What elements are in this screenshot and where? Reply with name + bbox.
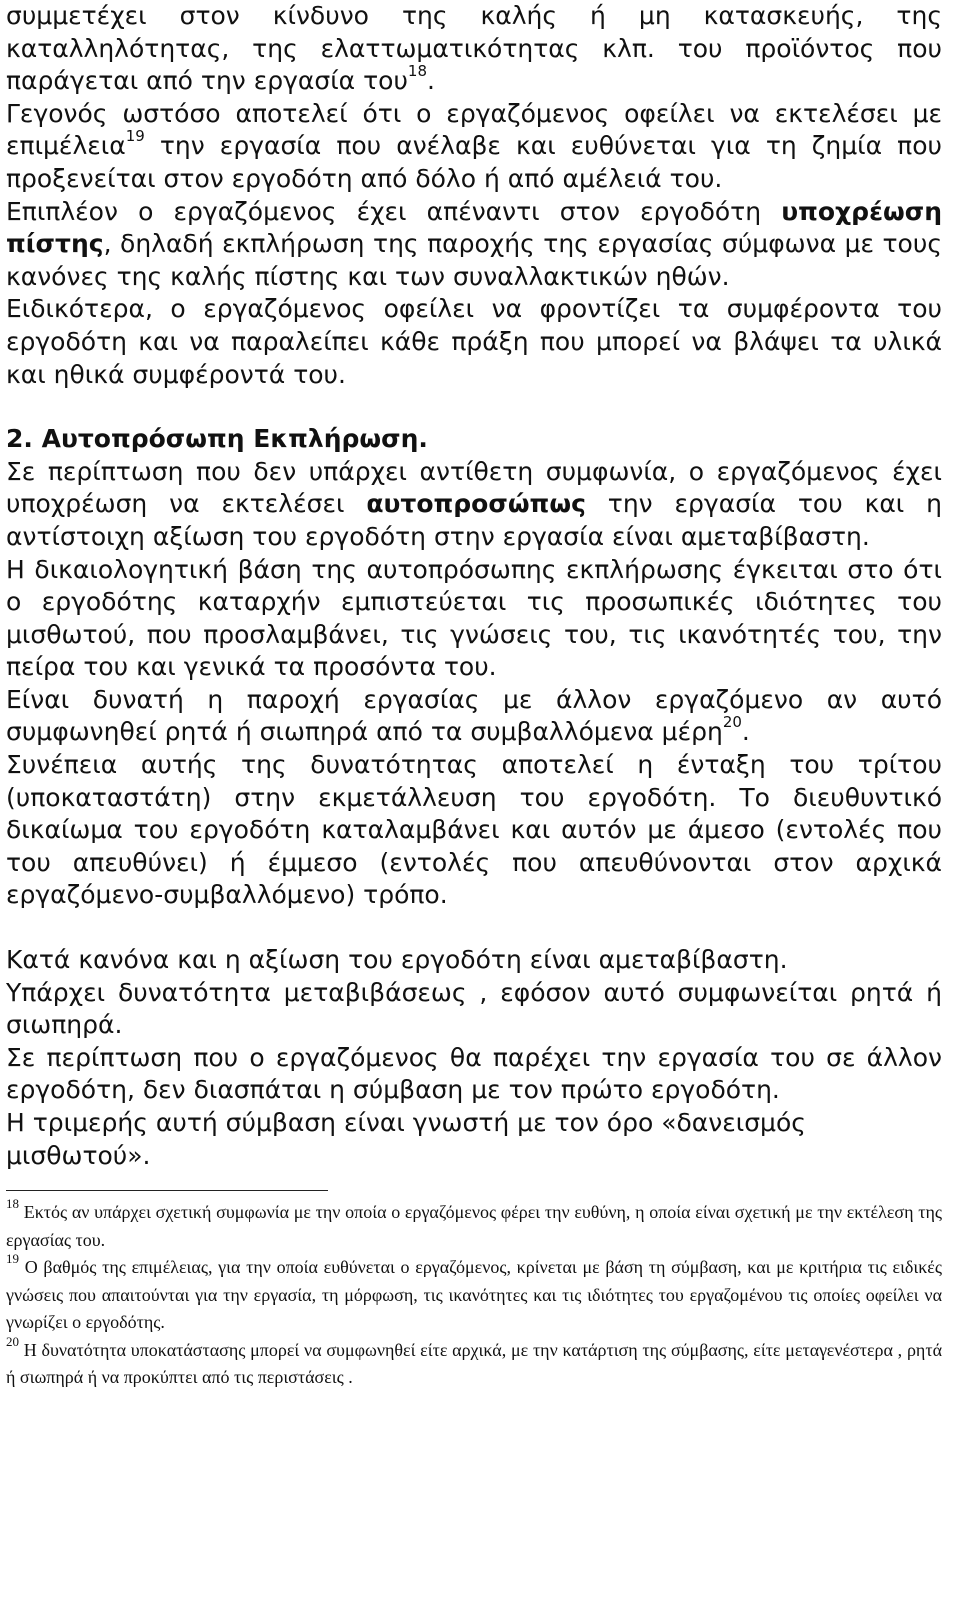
paragraph-text-end: .: [741, 717, 750, 747]
paragraph-diligence: [6, 98, 942, 196]
footnote-text: Ο βαθμός της επιμέλειας, για την οποία ευθύνεται ο εργαζόμενος, κρίνεται με βάση τη σύμβαση, και με κριτήρια τις ειδικές γνώσεις που απαιτούνται για την εργασία, τη μόρφωση, τις ικανότητες και τις ιδιότητες του εργαζομένου τις οποίες οφείλει να γνωρίζει ο εργοδότης.: [6, 1257, 942, 1333]
body-text: [6, 0, 942, 1172]
bold-term-good-faith: υποχρέωση πίστης: [6, 196, 942, 259]
paragraph-substitution: [6, 684, 942, 749]
bold-term-personally: αυτοπροσώπως: [366, 489, 586, 519]
spacer: [6, 912, 942, 944]
paragraph-text: Είναι δυνατή η παροχή εργασίας με άλλον εργαζόμενο αν αυτό συμφωνηθεί ρητά ή σιωπηρά από τα συμβαλλόμενα μέρη: [6, 684, 942, 747]
footnote-ref-20[interactable]: 20: [722, 713, 742, 732]
paragraph-justification: Η δικαιολογητική βάση της αυτοπρόσωπης εκπλήρωσης έγκειται στο ότι ο εργοδότης καταρχήν εμπιστεύεται τις προσωπικές ιδιότητες του μισθωτού, που προσλαμβάνει, τις γνώσεις του, τις ικανότητές του, την πείρα του και γενικά τα προσόντα του.: [6, 554, 942, 682]
paragraph-product-risk: [6, 0, 942, 98]
footnote-text: Η δυνατότητα υποκατάστασης μπορεί να συμφωνηθεί είτε αρχικά, με την κατάρτιση της σύμβασης, είτε μεταγενέστερα , ρητά ή σιωπηρά ή να προκύπτει από τις περιστάσεις .: [6, 1339, 942, 1388]
footnote-ref-19[interactable]: 19: [125, 127, 145, 146]
paragraph-text: Γεγονός ωστόσο αποτελεί ότι ο εργαζόμενος οφείλει να εκτελέσει με επιμέλεια: [6, 98, 942, 161]
footnote-number: 19: [6, 1251, 19, 1267]
paragraph-employer-interests: Ειδικότερα, ο εργαζόμενος οφείλει να φροντίζει τα συμφέροντα του εργοδότη και να παραλείπει κάθε πράξη που μπορεί να βλάψει τα υλικά και ηθικά συμφέροντά του.: [6, 294, 942, 389]
paragraph-text: Σε περίπτωση που δεν υπάρχει αντίθετη συμφωνία, ο εργαζόμενος έχει υποχρέωση να εκτελέσει: [6, 456, 942, 519]
footnote-number: 20: [6, 1333, 19, 1349]
paragraph-text: συμμετέχει στον κίνδυνο της καλής ή μη κατασκευής, της καταλληλότητας, της ελαττωματικότητας κλπ. του προϊόντος που παράγεται από την εργασία του: [6, 1, 942, 96]
footnote-18: [6, 1196, 942, 1254]
paragraph-good-faith: [6, 196, 942, 294]
footnote-19: [6, 1251, 942, 1337]
footnotes: [6, 1196, 942, 1392]
footnote-ref-18[interactable]: 18: [407, 61, 427, 80]
paragraph-text-end: .: [427, 66, 435, 96]
footnote-separator: [6, 1190, 328, 1191]
paragraph-text: Επιπλέον ο εργαζόμενος έχει απέναντι στον εργοδότη: [6, 196, 782, 226]
paragraph-transfer-possibility: Υπάρχει δυνατότητα μεταβιβάσεως , εφόσον αυτό συμφωνείται ρητά ή σιωπηρά.: [6, 977, 942, 1040]
footnote-20: [6, 1333, 942, 1392]
paragraph-text-end: την εργασία του και η αντίστοιχη αξίωση του εργοδότη στην εργασία είναι αμεταβίβαστη.: [6, 489, 942, 551]
footnote-number: 18: [6, 1196, 19, 1212]
paragraph-other-employer: Σε περίπτωση που ο εργαζόμενος θα παρέχει την εργασία του σε άλλον εργοδότη, δεν διασπάται η σύμβαση με τον πρώτο εργοδότη.: [6, 1042, 942, 1105]
paragraph-text-end: , δηλαδή εκπλήρωση της παροχής της εργασίας σύμφωνα με τους κανόνες της καλής πίστης και των συναλλακτικών ηθών.: [6, 229, 942, 291]
paragraph-personal-performance: [6, 456, 942, 554]
spacer: [6, 391, 942, 423]
paragraph-text-end: την εργασία που ανέλαβε και ευθύνεται για τη ζημία που προξενείται στον εργοδότη από δόλο ή από αμέλειά του.: [6, 131, 942, 193]
section-heading: 2. Αυτοπρόσωπη Εκπλήρωση.: [6, 424, 428, 454]
footnote-text: Εκτός αν υπάρχει σχετική συμφωνία με την οποία ο εργαζόμενος φέρει την ευθύνη, η οποία είναι σχετική με την εκτέλεση της εργασίας του.: [6, 1202, 942, 1250]
paragraph-employer-claim: Κατά κανόνα και η αξίωση του εργοδότη είναι αμεταβίβαστη.: [6, 945, 788, 975]
paragraph-consequence: Συνέπεια αυτής της δυνατότητας αποτελεί η ένταξη του τρίτου (υποκαταστάτη) στην εκμετάλλευση του εργοδότη. Το διευθυντικό δικαίωμα του εργοδότη καταλαμβάνει και αυτόν με άμεσο (εντολές που του απευθύνει) ή έμμεσο (εντολές που απευθύνονται στον αρχικά εργαζόμενο-συμβαλλόμενο) τρόπο.: [6, 750, 942, 910]
paragraph-tripartite: Η τριμερής αυτή σύμβαση είναι γνωστή με τον όρο «δανεισμός μισθωτού».: [6, 1108, 806, 1170]
